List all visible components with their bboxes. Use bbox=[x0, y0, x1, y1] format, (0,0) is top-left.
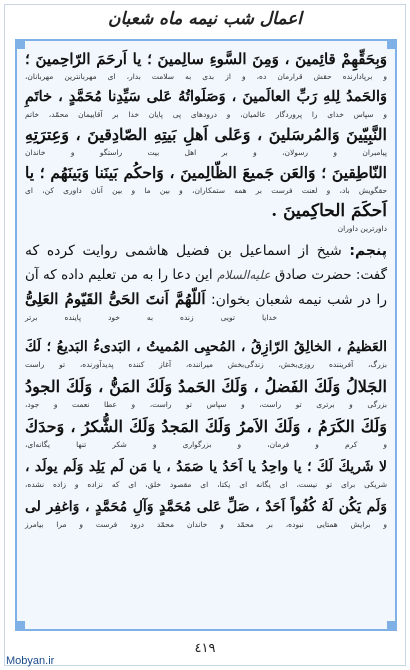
arabic-text: النَّبِيّينَ وَالمُرسَلينَ ، وَعَلی اَهلِ بَيتِهِ الصّادِقينَ ، وَعِترَتِهِ bbox=[25, 125, 387, 144]
persian-translation: و برایش همتایی نبوده، بر محمّد و خاندان محمّد درود فرست و مرا بیامرز bbox=[25, 520, 387, 529]
page bbox=[4, 4, 406, 666]
persian-translation: و سپاس خدای را پروردگار عالمیان، و درودهای پی‌ پایان خدا بر آقاییمان محمّد، خاتم bbox=[25, 110, 387, 119]
frame-corner bbox=[387, 621, 397, 631]
arabic-text: اَللّهُمَّ اَنتَ الحَیُّ القَيّومُ العَلِیُّ bbox=[25, 290, 206, 308]
arabic-text: وَلَم يَكُن لَهُ كُفُواً اَحَدٌ ، صَلِّ عَلی مُحَمَّدٍ وَآلِ مُحَمَّدٍ ، وَاغفِر لی bbox=[25, 499, 387, 515]
persian-translation: و برپادارنده حقش قرارمان ده، و از بدی به سلامت بدار، ای مهربانترین مهربانان، bbox=[25, 72, 387, 81]
verse-line bbox=[25, 199, 387, 234]
frame-corner bbox=[15, 621, 25, 631]
page-number: ٤١٩ bbox=[194, 641, 216, 656]
honorific-glyph: عليه‌السلام bbox=[217, 268, 271, 282]
arabic-text: وَالحَمدُ لِلهِ رَبِّ العالَمينَ ، وَصَلَواتُهُ عَلی سَيِّدِنا مُحَمَّدٍ ، خاتَمِ bbox=[25, 88, 387, 105]
persian-translation: بزرگ، آفریننده روزی‌بخش، زندگی‌بخش میراننده، آغاز کننده پدیدآورنده، تو راست bbox=[25, 360, 387, 369]
paragraph-text: شیخ از اسماعیل بن فضیل هاشمی روایت کرده که bbox=[25, 243, 342, 259]
narration-paragraph bbox=[25, 239, 387, 323]
persian-translation: شریکی برای تو نیست، ای یگانه ای یکتا، ای مقصود خلق، ای که نزاده و زاده نشده، bbox=[25, 480, 387, 489]
verse-line bbox=[25, 495, 387, 530]
persian-translation: داورترین داوران bbox=[337, 224, 387, 233]
page-title: اعمال شب نیمه ماه شعبان bbox=[107, 9, 303, 29]
persian-translation: خدایا تویی زنده به خود پاینده برتر bbox=[25, 313, 277, 322]
arabic-text: العَظيمُ ، الخالِقُ الرّازِقُ ، المُحيِی المُميتُ ، البَدیءُ البَديعُ ؛ لَكَ bbox=[25, 339, 387, 355]
arabic-text: اَحكَمَ الحاكِمينَ . bbox=[271, 201, 387, 221]
persian-translation: و کرم و فرمان، و بزرگواری و شکر تنها یگانه‌ای، bbox=[25, 440, 387, 449]
paragraph-text: را در شب نیمه شعبان بخوان: bbox=[210, 292, 387, 308]
persian-translation: پیامبران و رسولان، و بر اهل بیت راستگو و خاندان bbox=[25, 148, 387, 157]
persian-translation: حقگویش باد، و لعنت فرست بر همه ستمکاران، و بین ما و بین آنان داوری کن، ای bbox=[25, 186, 387, 195]
paragraph-line bbox=[25, 287, 387, 312]
arabic-text: لا شَريكَ لَكَ ؛ يا واحِدُ يا اَحَدُ يا صَمَدُ ، يا مَن لَم يَلِد وَلَم يولَد ، bbox=[25, 459, 387, 475]
persian-translation: بزرگی و برتری تو راست، و سپاس تو راست، و عطا نعمت و جود، bbox=[25, 400, 387, 409]
verse-line bbox=[25, 415, 387, 450]
verse-line bbox=[25, 123, 387, 158]
verse-line bbox=[25, 161, 387, 196]
paragraph-text: این دعا را به من تعلیم داده که آن bbox=[25, 267, 213, 283]
text-frame bbox=[15, 39, 397, 631]
section-label: پنجم: bbox=[349, 243, 387, 259]
verse-line bbox=[25, 85, 387, 120]
verse-line bbox=[25, 375, 387, 410]
arabic-text: الجَلالُ وَلَكَ الفَضلُ ، وَلَكَ الحَمدُ وَلَكَ المَنُّ ، وَلَكَ الجودُ bbox=[25, 377, 387, 396]
site-watermark[interactable]: Mobyan.ir bbox=[6, 655, 55, 667]
arabic-text: وَبِحَقِّهِمْ قائِمينَ ، وَمِنَ السَّوءِ سالِمينَ ؛ يا اَرحَمَ الرّاحِمينَ ؛ bbox=[25, 50, 387, 68]
verse-line bbox=[25, 47, 387, 82]
verse-line bbox=[25, 335, 387, 370]
verse-line bbox=[25, 455, 387, 490]
arabic-text: النّاطِقينَ ؛ وَالعَن جَميعَ الظّالِمينَ ، وَاحكُم بَينَنا وَبَينَهُم ؛ يا bbox=[25, 163, 387, 182]
arabic-text: وَلَكَ الكَرَمُ ، وَلَكَ الاَمرُ وَلَكَ المَجدُ وَلَكَ الشُّكرُ ، وَحدَكَ bbox=[25, 417, 387, 436]
frame-corner bbox=[387, 39, 397, 49]
paragraph-text: گفت: حضرت صادق bbox=[274, 267, 387, 283]
paragraph-line bbox=[25, 239, 387, 263]
frame-corner bbox=[15, 39, 25, 49]
paragraph-line bbox=[25, 263, 387, 287]
